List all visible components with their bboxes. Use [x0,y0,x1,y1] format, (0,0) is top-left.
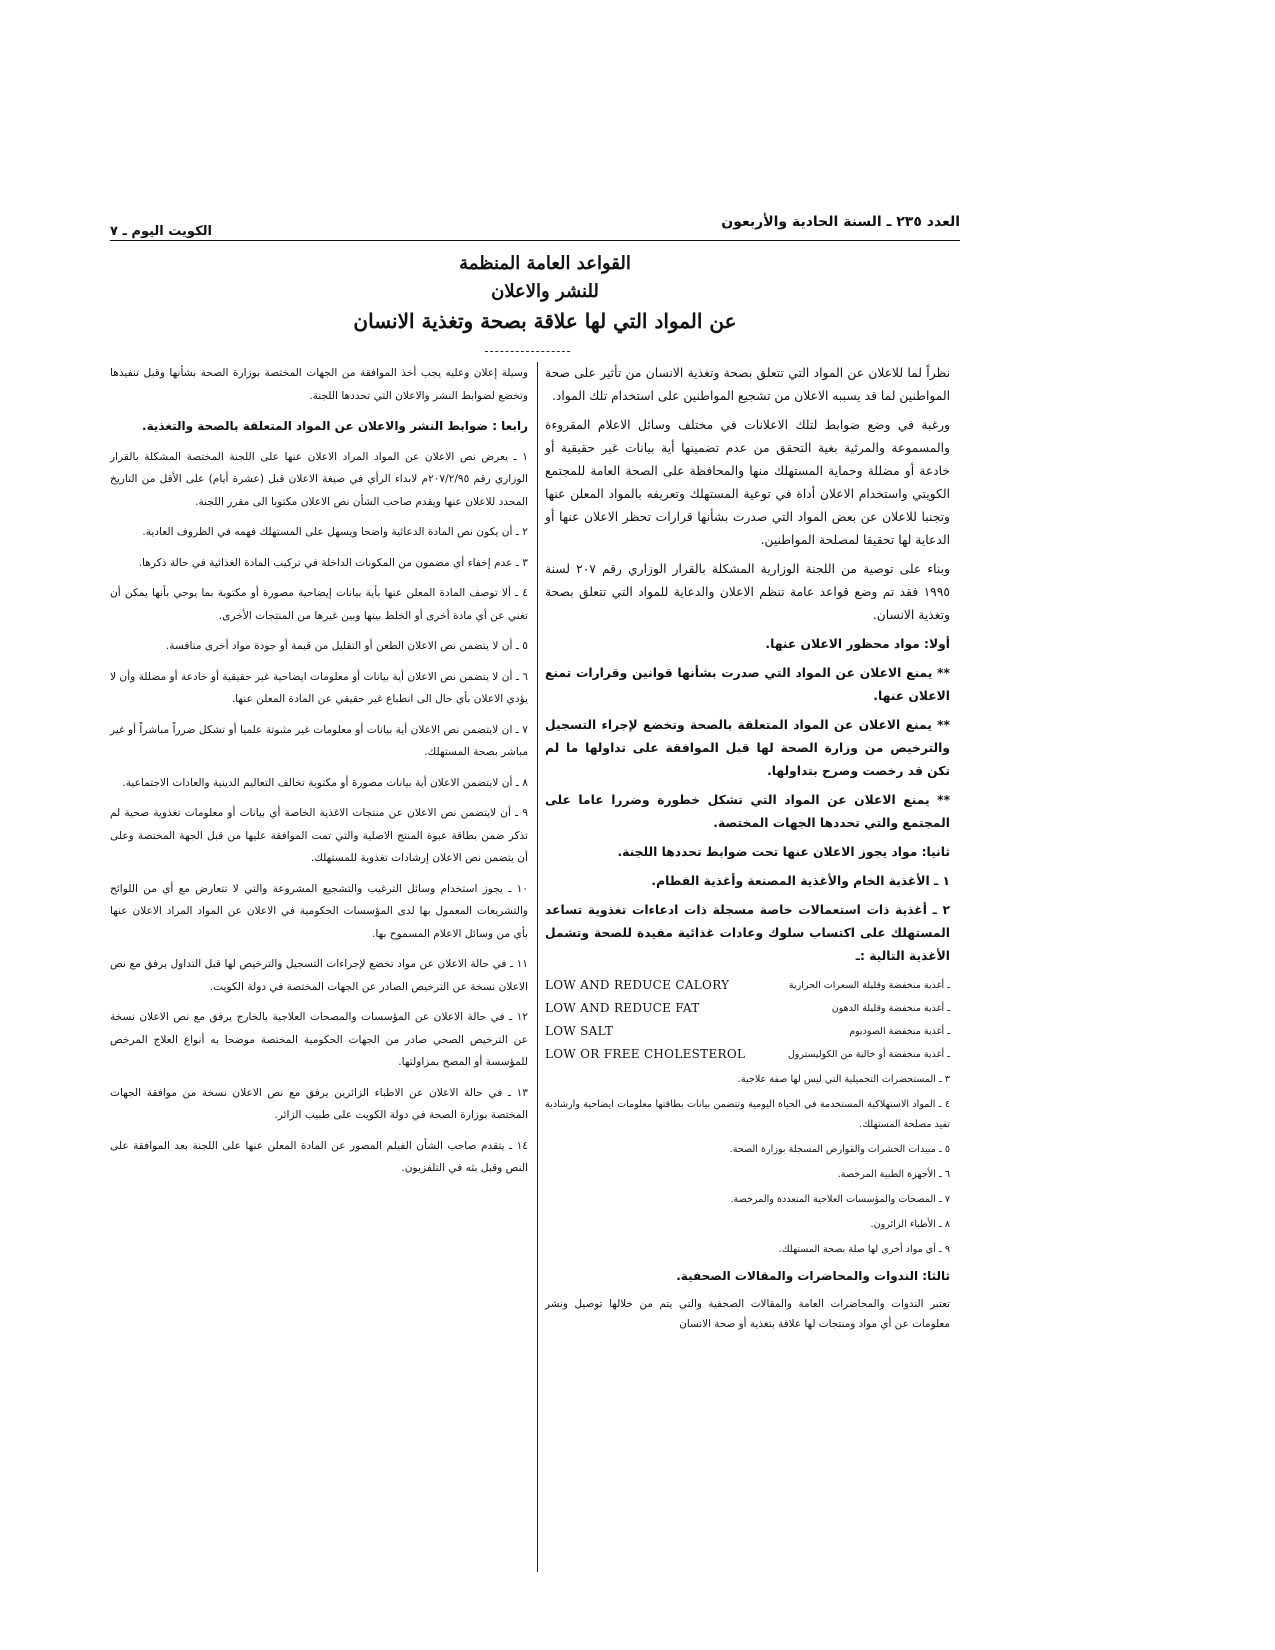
food-en: LOW OR FREE CHOLESTEROL [545,1047,746,1061]
prohibited-item-3: ** يمنع الاعلان عن المواد التي تشكل خطورة وضررا عاما على المجتمع والتي تحددها الجهات المختصة. [545,793,950,830]
allowed-item-2: ٢ ـ أغذية ذات استعمالات خاصة مسجلة ذات ادعاءات تغذوية تساعد المستهلك على اكتساب سلوك وعادات غذائية مفيدة للصحة وتشمل الأغذية التالية :ـ [545,903,950,963]
food-en: LOW SALT [545,1024,614,1038]
rule-item-1: ١ ـ يعرض نص الاعلان عن المواد المراد الاعلان عنها على اللجنة المختصة المشكلة بالقرار الوزاري رقم ٢٠٧/٢/٩٥م لابداء الرأي في صيغة الاعلان قبل (عشرة أيام) على الأقل من التاريخ المحدد للاعلان عنها ويقدم صاحب الشأن نص الاعلان مكتوبا الى مقرر اللجنة. [110,450,529,508]
right-column [545,362,950,1340]
section-heading-2: ثانيا: مواد يجوز الاعلان عنها تحت ضوابط تحددها اللجنة. [617,845,950,859]
allowed-item-9: ٩ ـ أي مواد أخرى لها صلة بصحة المستهلك. [778,1244,950,1255]
rule-item-3: ٣ ـ عدم إخفاء أي مضمون من المكونات الداخلة في تركيب المادة الغذائية في حالة ذكرها. [138,556,528,569]
newspaper-page: الكويت اليوم ـ ٧ [110,224,212,239]
title-line-2: للنشر والاعلان [491,281,599,302]
rule-item-4: ٤ ـ ألا توصف المادة المعلن عنها بأية بيانات إيضاحية مصورة أو مكتوبة بما يوحي بأنها يمكن أن تغني عن أي مادة أخرى أو الخلط بينها وبين غيرها من المنتجات الأخرى. [110,587,528,622]
rule-item-11: ١١ ـ في حالة الاعلان عن مواد تخضع لإجراءات التسجيل والترخيص لها قبل التداول يرفق مع نص الاعلان نسخة عن الترخيص الصادر عن الجهات المختصة في دولة الكويت. [110,958,528,993]
prohibited-item-1: ** يمنع الاعلان عن المواد التي صدرت بشأنها قوانين وقرارات تمنع الاعلان عنها. [545,666,950,703]
section-heading-1: أولا: مواد محظور الاعلان عنها. [765,637,950,651]
special-foods-table [545,974,950,1066]
intro-paragraph-3: وبناء على توصية من اللجنة الوزارية المشكلة بالقرار الوزاري رقم ٢٠٧ لسنة ١٩٩٥ فقد تم وضع قواعد عامة تنظم الاعلان والدعاية للمواد التي تتعلق بصحة وتغذية الانسان. [545,562,950,622]
column-divider [537,362,538,1572]
table-row [545,974,950,997]
page-header [110,210,960,241]
allowed-item-5: ٥ ـ مبيدات الحشرات والقوارض المسجلة بوزارة الصحة. [729,1144,950,1155]
allowed-item-1: ١ ـ الأغذية الخام والأغذية المصنعة وأغذية الفطام. [651,874,950,888]
rule-item-9: ٩ ـ أن لايتضمن نص الاعلان عن منتجات الاغذية الخاصة أي بيانات أو معلومات تغذوية صحية لم تذكر ضمن بطاقة عبوة المنتج الاصلية والتي تمت الموافقة عليها من قبل الجهة المختصة وعلى أن يتضمن نص الاعلان إرشادات تغذوية للمستهلك. [110,807,528,864]
rule-item-6: ٦ ـ أن لا يتضمن نص الاعلان أية بيانات أو معلومات ايضاحية غير حقيقية أو خادعة أو مضللة وأن لا يؤدي الاعلان بأي حال الى انطباع غير حقيقي عن المادة المعلن عنها. [110,670,528,705]
allowed-items-small [545,1070,950,1260]
food-en: LOW AND REDUCE CALORY [545,978,730,992]
rule-item-10: ١٠ ـ يجوز استخدام وسائل الترغيب والتشجيع المشروعة والتي لا تتعارض مع أي من اللوائح والتشريعات المعمول بها لدى المؤسسات الحكومية في الاعلان عن المواد المراد الاعلان عنها بأي من وسائل الاعلام المسموح بها. [110,882,528,940]
title-line-3: عن المواد التي لها علاقة بصحة وتغذية الانسان [353,309,737,333]
table-row [545,1020,950,1043]
seminars-paragraph: تعتبر الندوات والمحاضرات العامة والمقالات الصحفية والتي يتم من خلالها توصيل ونشر معلومات عن أي مواد ومنتجات لها علاقة بتغذية أو صحة الانسان [545,1298,950,1330]
rule-item-13: ١٣ ـ في حالة الاعلان عن الاطباء الزائرين يرفق مع نص الاعلان نسخة من موافقة الجهات المختصة بوزارة الصحة في دولة الكويت على طبيب الزائر. [110,1086,528,1121]
document-title [330,250,760,336]
rule-item-8: ٨ ـ أن لايتضمن الاعلان أية بيانات مصورة أو مكتوبة تخالف التعاليم الدينية والعادات الاجتماعية. [122,776,528,789]
continued-paragraph: وسيلة إعلان وعليه يجب أخذ الموافقة من الجهات المختصة بوزارة الصحة بشأنها وقبل تنفيذها وتخضع لضوابط النشر والاعلان التي تحددها اللجنة. [110,367,528,402]
table-row [545,1043,950,1066]
intro-paragraph-1: نظراً لما للاعلان عن المواد التي تتعلق بصحة وتغذية الانسان من تأثير على صحة المواطنين لما قد يسببه الاعلان من تشجيع المواطنين على استخدام تلك المواد. [545,366,950,403]
food-ar: ـ أغذية منخفضة أو خالية من الكوليسترول [787,1049,950,1060]
table-row [545,997,950,1020]
title-divider [485,351,570,353]
allowed-item-4: ٤ ـ المواد الاستهلاكية المستخدمة في الحياة اليومية وتتضمن بيانات بطاقتها معلومات ايضاحية وارشادية تفيد مصلحة المستهلك. [545,1099,950,1130]
issue-number: العدد ٢٣٥ ـ السنة الحادية والأربعون [721,214,960,230]
food-ar: ـ أغذية منخفضة وقليلة السعرات الحرارية [788,980,950,991]
food-en: LOW AND REDUCE FAT [545,1001,700,1015]
section-heading-4: رابعا : ضوابط النشر والاعلان عن المواد المتعلقة بالصحة والتغذية. [142,419,528,433]
rule-item-7: ٧ ـ ان لايتضمن نص الاعلان أية بيانات أو معلومات غير مثبوتة علميا أو تشكل ضرراً مباشراً أو غير مباشر بصحة المستهلك. [110,723,528,758]
left-column [110,362,528,1188]
section-heading-3: ثالثا: الندوات والمحاضرات والمقالات الصحفية. [676,1269,950,1283]
allowed-item-7: ٧ ـ المصحات والمؤسسات العلاجية المتعددة والمرخصة. [730,1194,950,1205]
allowed-item-8: ٨ ـ الأطباء الزائرون. [870,1219,950,1230]
rule-item-14: ١٤ ـ يتقدم صاحب الشأن الفيلم المصور عن المادة المعلن عنها على اللجنة بعد الموافقة على النص وقبل بثه في التلفزيون. [110,1139,528,1174]
prohibited-item-2: ** يمنع الاعلان عن المواد المتعلقة بالصحة وتخضع لإجراء التسجيل والترخيص من وزارة الصحة لها قبل الموافقة على تداولها ما لم تكن قد رخصت وصرح بتداولها. [545,718,950,778]
rule-item-2: ٢ ـ أن يكون نص المادة الدعائية واضحا ويسهل على المستهلك فهمه في الظروف العادية. [142,526,528,538]
food-ar: ـ أغذية منخفضة الصوديوم [849,1026,950,1037]
food-ar: ـ أغذية منخفضة وقليلة الدهون [831,1003,950,1014]
allowed-item-3: ٣ ـ المستحضرات التجميلية التي ليس لها صفة علاجية. [737,1074,950,1085]
title-line-1: القواعد العامة المنظمة [459,253,631,274]
rule-item-12: ١٢ ـ في حالة الاعلان عن المؤسسات والمصحات العلاجية بالخارج يرفق مع نص الاعلان نسخة عن الترخيص الصحي صادر من الجهات الحكومية المختصة موضحا به أنواع العلاج المرخص للمؤسسة أو المصح بمزاولتها. [110,1011,528,1068]
rule-item-5: ٥ ـ أن لا يتضمن نص الاعلان الطعن أو التقليل من قيمة أو جودة مواد أخرى منافسة. [165,640,528,652]
intro-paragraph-2: ورغبة في وضع ضوابط لتلك الاعلانات في مختلف وسائل الاعلام المقروءة والمسموعة والمرئية بغية التحقق من عدم تضمينها أية بيانات غير حقيقية أو خادعة أو مضللة وحماية المستهلك منها والمحافظة على الصحة العامة للمجتمع الكويتي واستخدام الاعلان أداة في توعية المستهلك وتعريفه بالمواد المعلن عنها وتجنبا للاعلان عن بعض المواد التي صدرت بشأنها قرارات تحظر الاعلان عنها أو الدعاية لها تحقيقا لمصلحة المواطنين. [545,418,950,547]
allowed-item-6: ٦ ـ الأجهزة الطبية المرخصة. [837,1169,950,1180]
